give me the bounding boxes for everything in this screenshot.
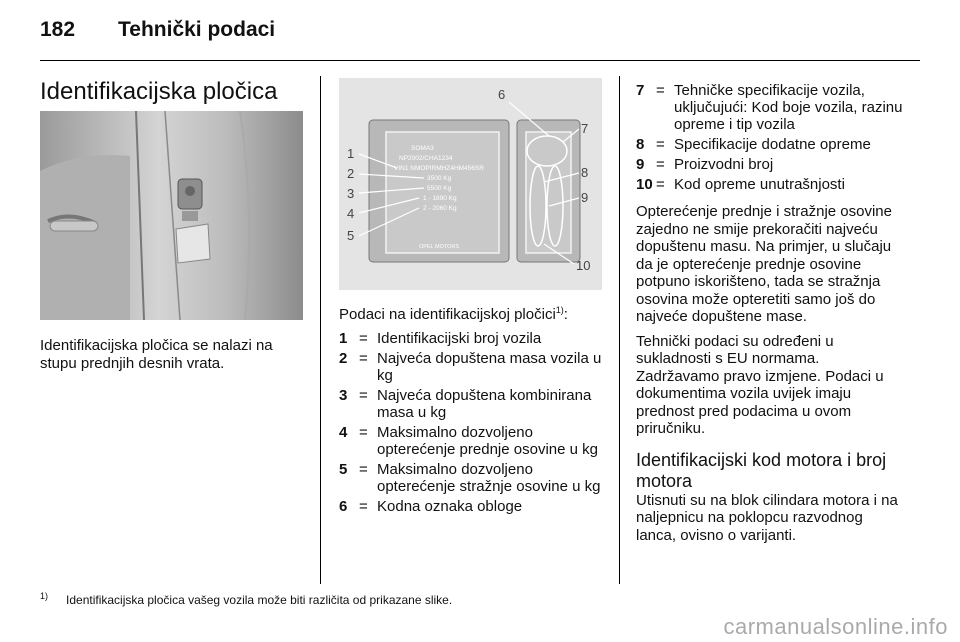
item-eq: =	[359, 460, 368, 478]
plate-fields-list-continued	[636, 82, 904, 193]
item-text: Tehničke specifikacije vozila, uključujući: Kod boje vozila, razinu opreme i tip vozila	[674, 82, 903, 133]
column-divider-2	[619, 76, 620, 584]
callout-3: 3	[347, 186, 355, 201]
list-item	[636, 176, 904, 193]
plate-line: 1 - 1890 Kg	[423, 195, 457, 202]
footnote-mark: 1)	[40, 591, 49, 601]
item-eq: =	[359, 423, 368, 441]
item-eq: =	[656, 136, 665, 153]
plate-fields-list	[339, 330, 609, 515]
item-text: Maksimalno dozvoljeno opterećenje stražnje osovine u kg	[377, 460, 601, 495]
item-text: Specifikacije dodatne opreme	[674, 136, 871, 153]
callout-1: 1	[347, 146, 355, 161]
item-number: 3	[339, 386, 348, 404]
item-text: Kod opreme unutrašnjosti	[674, 176, 845, 193]
axle-load-paragraph: Opterećenje prednje i stražnje osovine zajedno ne smije prekoračiti najveću dopuštenu masu. Na primjer, u slučaju da je opterećenje prednje osovine potpuno iskorišteno, tada se stražnja osovina može opteretiti samo još do najveće dopuštene mase.	[636, 203, 892, 325]
footnote	[40, 591, 452, 607]
item-number: 4	[339, 423, 348, 441]
engine-code-heading: Identifikacijski kod motora i broj motora	[636, 449, 887, 491]
intro-text: Podaci na identifikacijskoj pločici	[339, 306, 556, 323]
list-item	[636, 136, 904, 153]
identification-plate-diagram	[339, 78, 602, 290]
callout-7: 7	[581, 121, 589, 136]
item-text: Maksimalno dozvoljeno opterećenje prednje osovine u kg	[377, 423, 598, 458]
list-item	[636, 82, 904, 133]
list-item	[339, 387, 609, 421]
list-item	[339, 461, 609, 495]
callout-2: 2	[347, 166, 355, 181]
list-item	[339, 498, 609, 515]
item-number: 8	[636, 136, 645, 153]
left-column	[40, 78, 305, 106]
header-rule	[40, 60, 920, 61]
item-number: 10	[636, 176, 653, 193]
plate-line: OPEL MOTORS	[419, 244, 460, 250]
item-number: 5	[339, 460, 348, 478]
item-number: 9	[636, 156, 645, 173]
item-text: Kodna oznaka obloge	[377, 497, 523, 515]
item-eq: =	[359, 349, 368, 367]
list-item	[339, 330, 609, 347]
plate-line: NP2002/CHA1234	[399, 155, 453, 162]
plate-line: 3500 Kg	[427, 175, 452, 182]
item-number: 6	[339, 497, 348, 515]
middle-text-column	[339, 302, 609, 518]
callout-8: 8	[581, 165, 589, 180]
item-text: Najveća dopuštena masa vozila u kg	[377, 349, 602, 384]
item-eq: =	[359, 497, 368, 515]
item-text: Najveća dopuštena kombinirana masa u kg	[377, 386, 592, 421]
item-text: Proizvodni broj	[674, 156, 774, 173]
intro-paragraph	[339, 302, 609, 324]
column-divider-1	[320, 76, 321, 584]
right-text-column	[636, 82, 904, 544]
footnote-ref: 1)	[555, 305, 564, 315]
item-text: Identifikacijski broj vozila	[377, 329, 542, 347]
engine-code-paragraph: Utisnuti su na blok cilindara motora i na naljepnicu na poklopcu razvodnog lanca, ovisno o varijanti.	[636, 491, 898, 544]
section-heading: Identifikacijska pločica	[40, 78, 278, 105]
eu-norms-paragraph: Tehnički podaci su određeni u sukladnosti s EU normama. Zadržavamo pravo izmjene. Podaci u dokumentima vozila uvijek imaju prednost pred podacima u ovom priručniku.	[636, 332, 884, 437]
item-number: 7	[636, 82, 645, 99]
callout-9: 9	[581, 190, 589, 205]
callout-10: 10	[576, 258, 591, 273]
callout-4: 4	[347, 206, 355, 221]
plate-line: 5500 Kg	[427, 185, 452, 192]
watermark: carmanualsonline.info	[723, 614, 948, 639]
callout-5: 5	[347, 228, 355, 243]
section-title: Tehnički podaci	[118, 18, 276, 41]
item-eq: =	[656, 82, 665, 99]
callout-6: 6	[498, 87, 506, 102]
item-number: 2	[339, 349, 348, 367]
plate-line: 2 - 2060 Kg	[423, 205, 457, 212]
list-item	[339, 424, 609, 458]
item-eq: =	[656, 176, 665, 193]
plate-line: SOMA3	[411, 145, 434, 152]
footnote-text: Identifikacijska pločica vašeg vozila može biti različita od prikazane slike.	[66, 593, 453, 607]
list-item	[636, 156, 904, 173]
page-number: 182	[40, 18, 76, 41]
item-eq: =	[359, 386, 368, 404]
door-pillar-photo	[40, 111, 303, 320]
item-eq: =	[359, 329, 368, 347]
item-number: 1	[339, 329, 348, 347]
intro-colon: :	[563, 306, 568, 323]
list-item	[339, 350, 609, 384]
item-eq: =	[656, 156, 665, 173]
page-header	[40, 18, 275, 42]
caption-text: Identifikacijska pločica se nalazi na stupu prednjih desnih vrata.	[40, 337, 273, 372]
plate-line: VIN1 NMOPIRMHZ4HM456SR	[394, 165, 484, 172]
photo-caption	[40, 337, 305, 372]
